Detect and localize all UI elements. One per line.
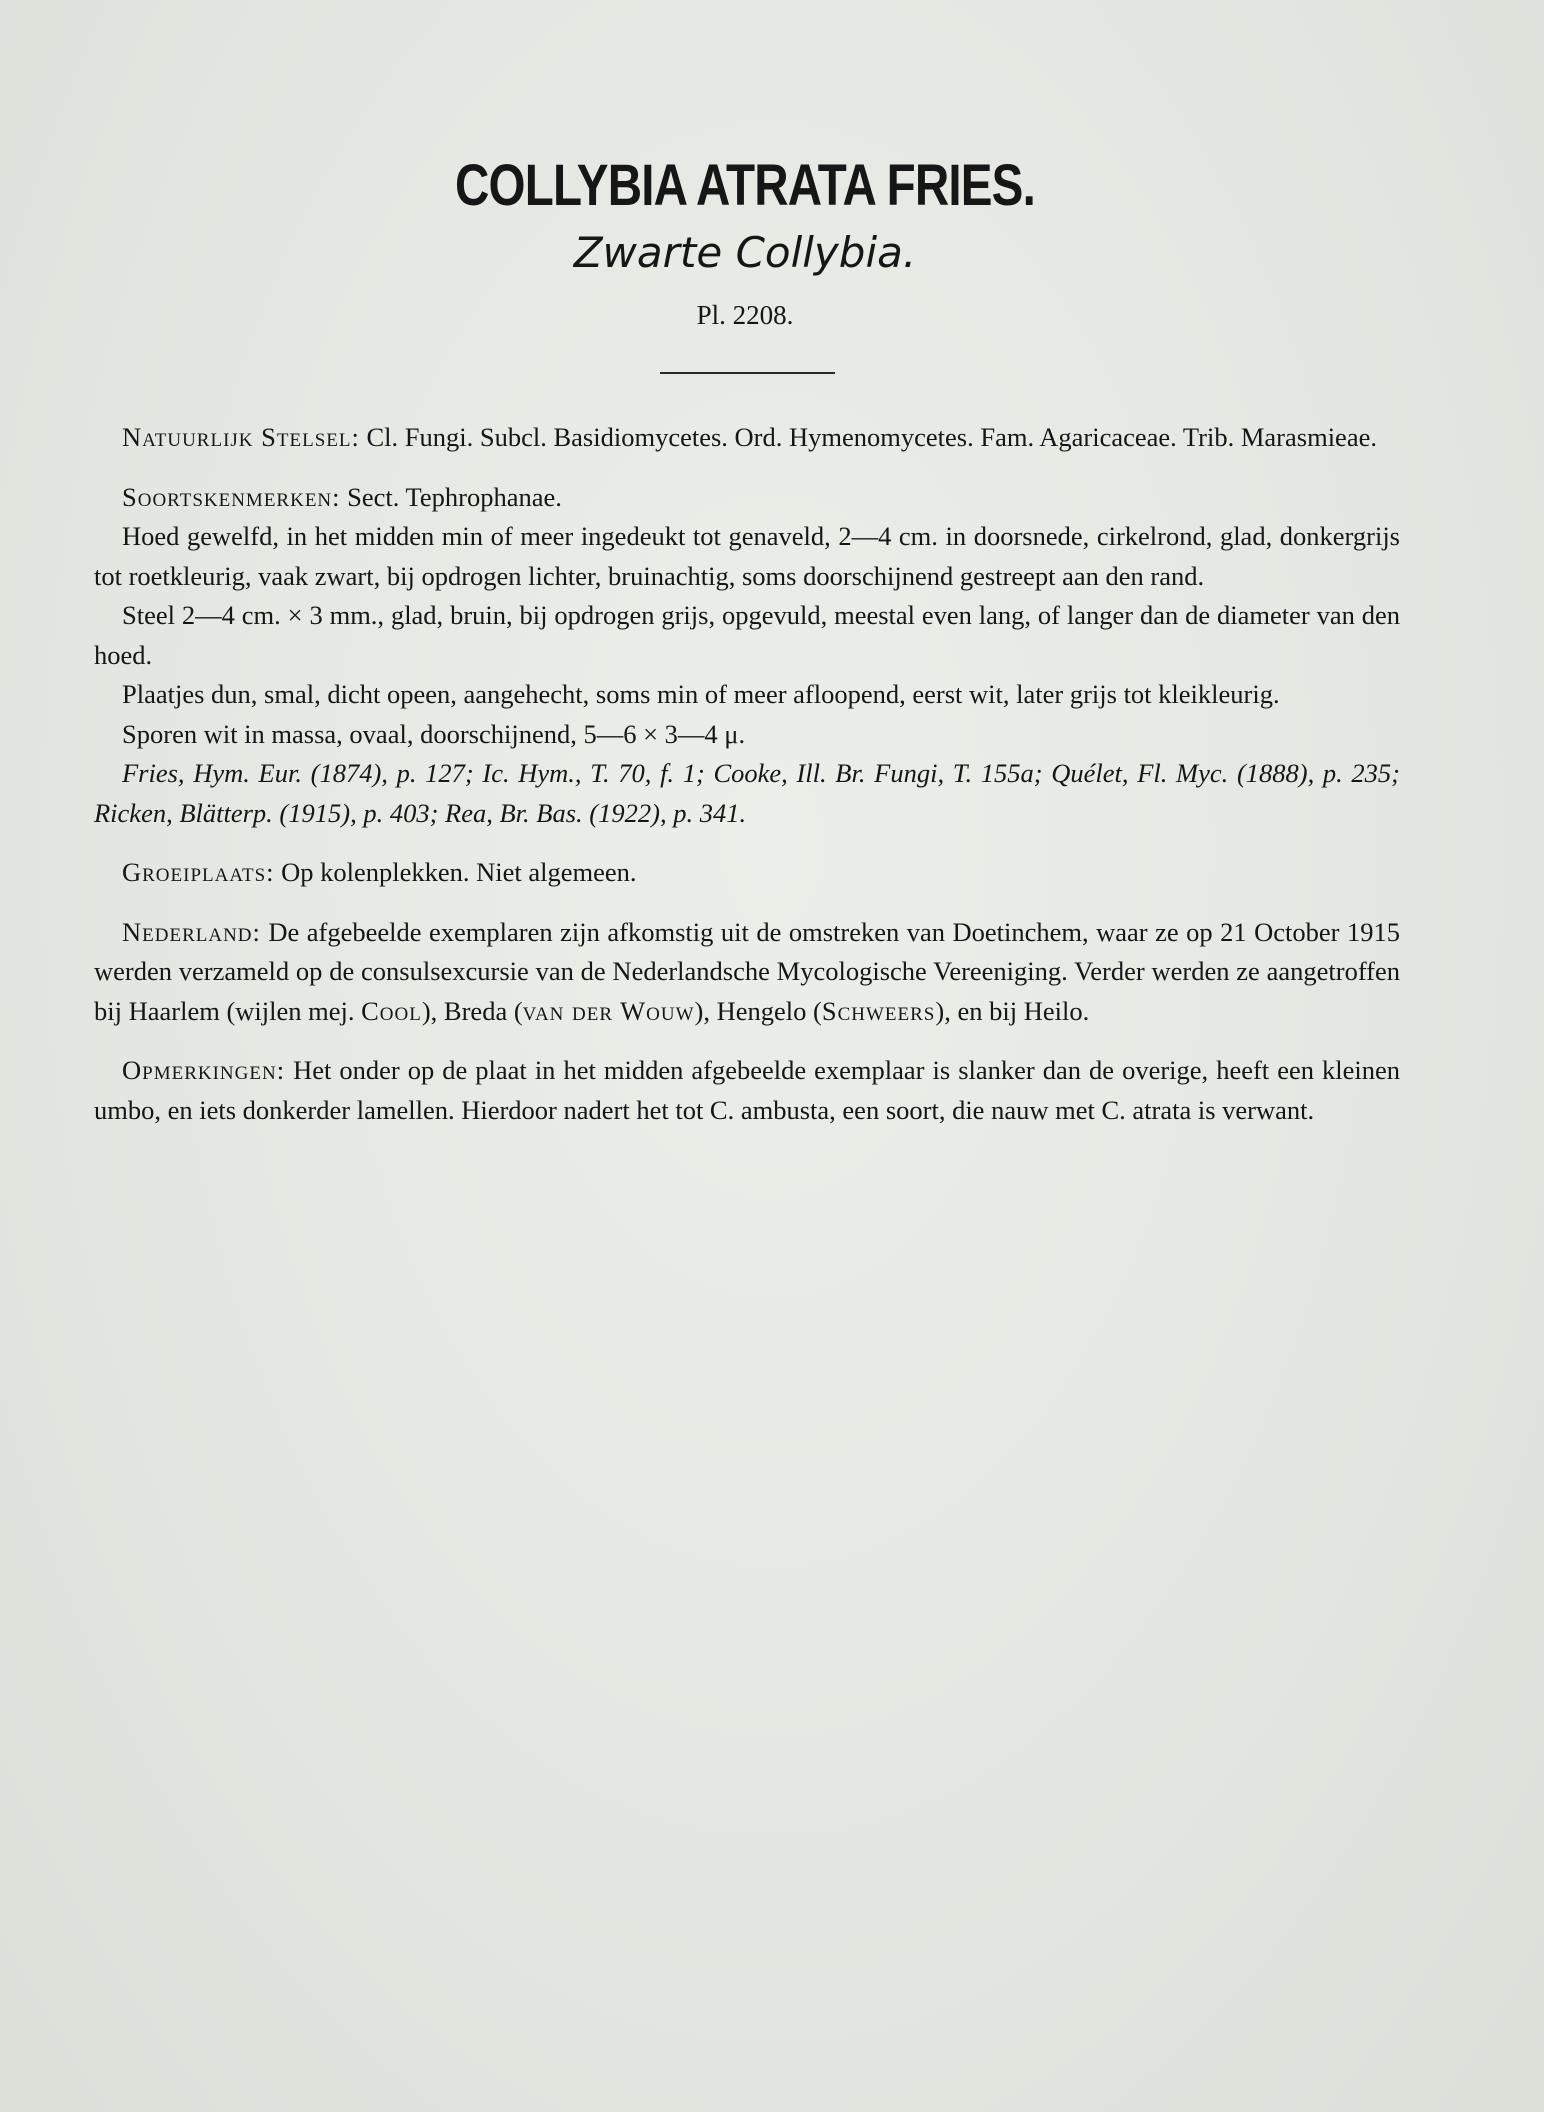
paragraph-soortskenmerken — [94, 478, 1400, 518]
label-soortskenmerken: Soortskenmerken: — [122, 481, 341, 512]
paragraph-steel: Steel 2—4 cm. × 3 mm., glad, bruin, bij opdrogen grijs, opgevuld, meestal even lang, of langer dan de diameter van den hoed. — [94, 600, 1400, 670]
text-groeiplaats: Op kolenplekken. Niet algemeen. — [274, 857, 637, 887]
page-title: COLLYBIA ATRATA FRIES. — [455, 153, 1035, 218]
page-subtitle: Zwarte Collybia. — [573, 228, 917, 277]
text-nederland-4: ), en bij Heilo. — [935, 995, 1090, 1026]
paragraph-literatuur: Fries, Hym. Eur. (1874), p. 127; Ic. Hym., T. 70, f. 1; Cooke, Ill. Br. Fungi, T. 155a; Quélet, Fl. Myc. (1888), p. 235; Ricken, Blätterp. (1915), p. 403; Rea, Br. Bas. (1922), p. 341. — [94, 758, 1400, 828]
label-opmerkingen: Opmerkingen: — [122, 1055, 286, 1085]
name-schweers: Schweers — [821, 995, 936, 1026]
paragraph-plaatjes: Plaatjes dun, smal, dicht opeen, aangehecht, soms min of meer afloopend, eerst wit, later grijs tot kleikleurig. — [122, 679, 1280, 709]
text-nederland-1: De afgebeelde exemplaren zijn afkomstig uit de omstreken van Doetinchem, waar ze op 21 October 1915 werden verzameld op de consulsexcursie van de Nederlandsche Mycologische Vereeniging. Verder werden ze aangetroffen bij Haarlem (wijlen mej. — [94, 916, 1400, 1026]
text-nederland-2: ), Breda ( — [421, 995, 523, 1026]
label-groeiplaats: Groeiplaats: — [122, 857, 275, 887]
paragraph-sporen: Sporen wit in massa, ovaal, doorschijnend, 5—6 × 3—4 μ. — [122, 718, 746, 749]
text-opmerkingen: Het onder op de plaat in het midden afgebeelde exemplaar is slanker dan de overige, heeft een kleinen umbo, en iets donkerder lamellen. Hierdoor nadert het tot C. ambusta, een soort, die nauw met C. atrata is verwant. — [94, 1055, 1400, 1125]
document-body — [94, 418, 1400, 1130]
title-block — [0, 152, 1490, 219]
text-soortskenmerken: Sect. Tephrophanae. — [340, 481, 562, 512]
paragraph-nederland — [94, 913, 1400, 1032]
paragraph-natuurlijk-stelsel — [94, 418, 1400, 458]
text-nederland-3: ), Hengelo ( — [694, 995, 822, 1026]
divider — [660, 372, 835, 374]
name-cool: Cool — [361, 995, 422, 1026]
plate-number: Pl. 2208. — [696, 300, 794, 330]
text-natuurlijk-stelsel: Cl. Fungi. Subcl. Basidiomycetes. Ord. Hymenomycetes. Fam. Agaricaceae. Trib. Marasmieae. — [359, 422, 1377, 452]
paragraph-groeiplaats — [94, 853, 1400, 893]
paragraph-opmerkingen — [94, 1051, 1400, 1130]
name-van-der-wouw: van der Wouw — [522, 995, 695, 1026]
label-nederland: Nederland: — [122, 916, 261, 947]
paragraph-hoed: Hoed gewelfd, in het midden min of meer ingedeukt tot genaveld, 2—4 cm. in doorsnede, cirkelrond, glad, donkergrijs tot roetkleurig, vaak zwart, bij opdrogen lichter, bruinachtig, soms doorschijnend gestreept aan den rand. — [94, 521, 1400, 591]
label-natuurlijk-stelsel: Natuurlijk Stelsel: — [122, 422, 360, 452]
